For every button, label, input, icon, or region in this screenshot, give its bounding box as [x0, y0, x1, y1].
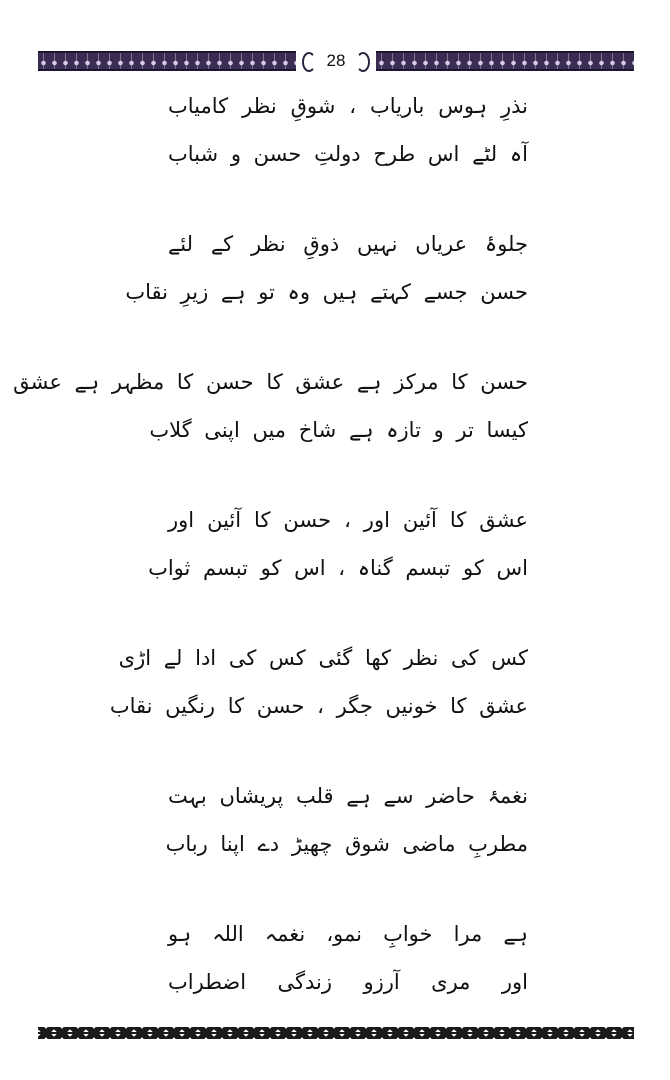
verse-line: عشق کا آئین اور ، حسن کا آئین اور — [168, 508, 528, 532]
verse-line: اور مری آرزو زندگی اضطراب — [168, 970, 528, 994]
page-number: 28 — [298, 50, 374, 72]
couplet — [148, 496, 528, 592]
couplet — [109, 634, 528, 730]
verse-line: ہے مرا خوابِ نمو، نغمہ اللہ ہو — [168, 922, 528, 946]
ornament-border-left — [38, 51, 296, 71]
verse-line: کس کی نظر کھا گئی کس کی ادا لے اڑی — [118, 646, 528, 670]
verse-line: آہ لٹے اس طرح دولتِ حسن و شباب — [168, 142, 528, 166]
verse-line: نغمۂ حاضر سے ہے قلب پریشاں بہت — [168, 784, 528, 808]
verse-line: عشق کا خونیں جگر ، حسن کا رنگیں نقاب — [109, 694, 528, 718]
couplet — [125, 220, 528, 316]
ornament-border-right — [376, 51, 634, 71]
verse-line: حسن کا مرکز ہے عشق کا حسن کا مظہر ہے عشق — [13, 370, 528, 394]
verse-line: نذرِ ہوس باریاب ، شوقِ نظر کامیاب — [168, 94, 528, 118]
couplet — [165, 772, 528, 868]
poem-body — [13, 82, 528, 1006]
verse-line: جلوۂ عریاں نہیں ذوقِ نظر کے لئے — [168, 232, 528, 256]
diamond-ornament-row — [38, 1027, 634, 1039]
couplet — [168, 910, 528, 1006]
verse-line: حسن جسے کہتے ہیں وہ تو ہے زیرِ نقاب — [125, 280, 528, 304]
verse-line: مطربِ ماضی شوق چھیڑ دے اپنا رباب — [165, 832, 528, 856]
footer-diamond-rule — [38, 1027, 634, 1039]
header-ornament-band — [38, 50, 634, 72]
couplet — [168, 82, 528, 178]
verse-line: کیسا تر و تازہ ہے شاخ میں اپنی گلاب — [149, 418, 528, 442]
couplet — [13, 358, 528, 454]
verse-line: اس کو تبسم گناہ ، اس کو تبسم ثواب — [148, 556, 528, 580]
